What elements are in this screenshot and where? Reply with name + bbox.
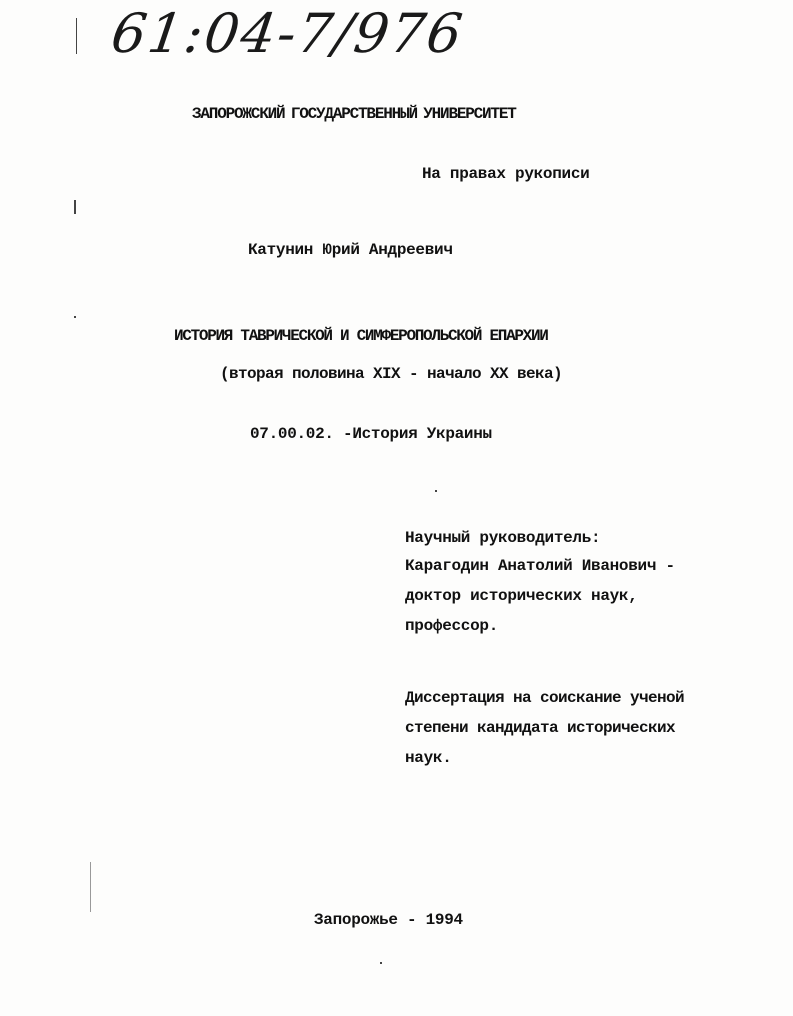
scan-mark bbox=[74, 200, 76, 214]
supervisor-label: Научный руководитель: bbox=[405, 529, 601, 547]
dissertation-note-line3: наук. bbox=[405, 749, 452, 767]
supervisor-name: Карагодин Анатолий Иванович - bbox=[405, 557, 675, 575]
university-name: ЗАПОРОЖСКИЙ ГОСУДАРСТВЕННЫЙ УНИВЕРСИТЕТ bbox=[192, 105, 516, 123]
scan-mark bbox=[76, 18, 77, 54]
scan-mark bbox=[90, 862, 91, 912]
dissertation-note-line1: Диссертация на соискание ученой bbox=[405, 689, 685, 707]
dissertation-subtitle: (вторая половина XIX - начало XX века) bbox=[220, 365, 563, 383]
supervisor-degree: доктор исторических наук, bbox=[405, 587, 638, 605]
dissertation-title: ИСТОРИЯ ТАВРИЧЕСКОЙ И СИМФЕРОПОЛЬСКОЙ ЕПАРХИИ bbox=[174, 327, 548, 345]
scan-mark bbox=[74, 316, 76, 318]
place-year: Запорожье - 1994 bbox=[314, 911, 463, 929]
archive-number-handwritten: 61:04-7/976 bbox=[107, 2, 468, 65]
scan-mark bbox=[435, 490, 437, 492]
scan-mark bbox=[380, 962, 382, 964]
author-name: Катунин Юрий Андреевич bbox=[248, 241, 453, 259]
supervisor-title: профессор. bbox=[405, 617, 499, 635]
specialty-code: 07.00.02. -История Украины bbox=[250, 425, 492, 443]
manuscript-rights: На правах рукописи bbox=[422, 165, 590, 183]
dissertation-note-line2: степени кандидата исторических bbox=[405, 719, 676, 737]
